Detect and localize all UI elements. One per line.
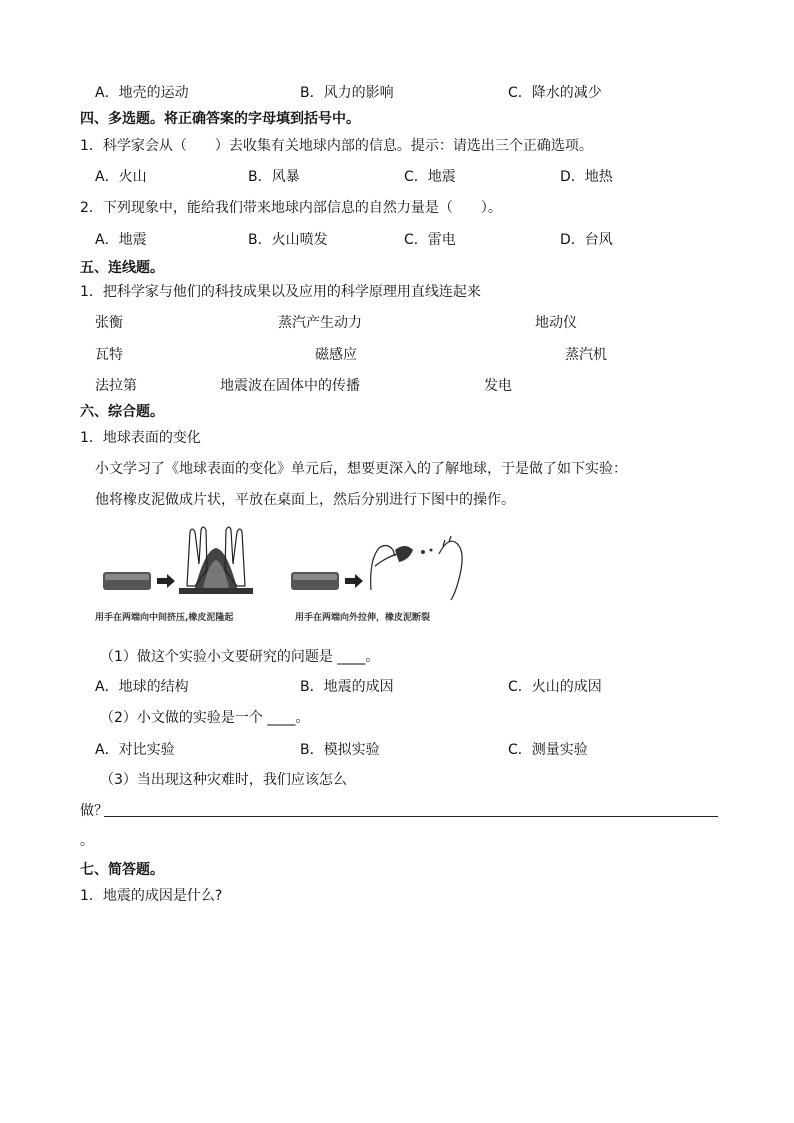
arrow-right-icon [157,574,175,588]
option-c: C．地震 [404,169,456,185]
hand-right-icon [439,541,462,600]
question-text: 1．科学家会从（ ）去收集有关地球内部的信息。提示：请选出三个正确选项。 [80,138,593,154]
option-a: A．地震 [95,232,147,248]
section-heading-short-answer: 七、简答题。 [80,862,164,878]
option-a: A．火山 [95,169,147,185]
question-title: 1．地球表面的变化 [80,430,201,446]
answer-end-mark: 。 [80,833,94,849]
answer-prefix: 做？ [80,803,108,819]
option-c: C．雷电 [404,232,456,248]
answer-line[interactable] [104,816,718,817]
invention-item: 发电 [484,378,512,394]
option-b: B．模拟实验 [300,742,380,758]
question-text: 2．下列现象中，能给我们带来地球内部信息的自然力量是（ ）。 [80,200,502,216]
option-c: C．降水的减少 [508,85,602,101]
invention-item: 蒸汽机 [565,347,607,363]
option-b: B．火山喷发 [248,232,328,248]
option-b: B．地震的成因 [300,679,394,695]
hand-left-icon [371,545,395,590]
principle-item: 地震波在固体中的传播 [220,378,360,394]
paragraph: 小文学习了《地球表面的变化》单元后，想要更深入的了解地球，于是做了如下实验： [95,461,627,477]
paragraph: 他将橡皮泥做成片状，平放在桌面上，然后分别进行下图中的操作。 [95,492,515,508]
option-a: A．对比实验 [95,742,175,758]
experiment-figure [95,520,475,625]
option-a: A．地壳的运动 [95,85,189,101]
sub-question: （2）小文做的实验是一个 ____。 [100,710,310,726]
principle-item: 磁感应 [315,347,357,363]
scientist-name: 法拉第 [95,378,137,394]
option-a: A．地球的结构 [95,679,189,695]
option-b: B．风力的影响 [300,85,394,101]
figure-caption-right: 用手在两端向外拉伸，橡皮泥断裂 [295,613,431,623]
principle-item: 蒸汽产生动力 [278,315,362,331]
option-d: D．地热 [560,169,613,185]
option-c: C．火山的成因 [508,679,602,695]
section-heading-multiple-choice: 四、多选题。将正确答案的字母填到括号中。 [80,111,360,127]
question-text: 1．地震的成因是什么? [80,888,223,904]
broken-clay-icon [395,546,413,562]
option-c: C．测量实验 [508,742,588,758]
arrow-right-icon [345,574,363,588]
scientist-name: 张衡 [95,315,123,331]
figure-caption-left: 用手在两端向中间挤压,橡皮泥隆起 [95,613,234,623]
section-heading-comprehensive: 六、综合题。 [80,404,164,420]
invention-item: 地动仪 [535,315,577,331]
table-surface [179,588,253,594]
section-heading-matching: 五、连线题。 [80,260,164,276]
question-text: 1．把科学家与他们的科技成果以及应用的科学原理用直线连起来 [80,284,481,300]
option-b: B．风暴 [248,169,300,185]
sub-question: （1）做这个实验小文要研究的问题是 ____。 [100,649,380,665]
sub-question: （3）当出现这种灾难时，我们应该怎么 [100,772,347,788]
scientist-name: 瓦特 [95,347,123,363]
option-d: D．台风 [560,232,613,248]
